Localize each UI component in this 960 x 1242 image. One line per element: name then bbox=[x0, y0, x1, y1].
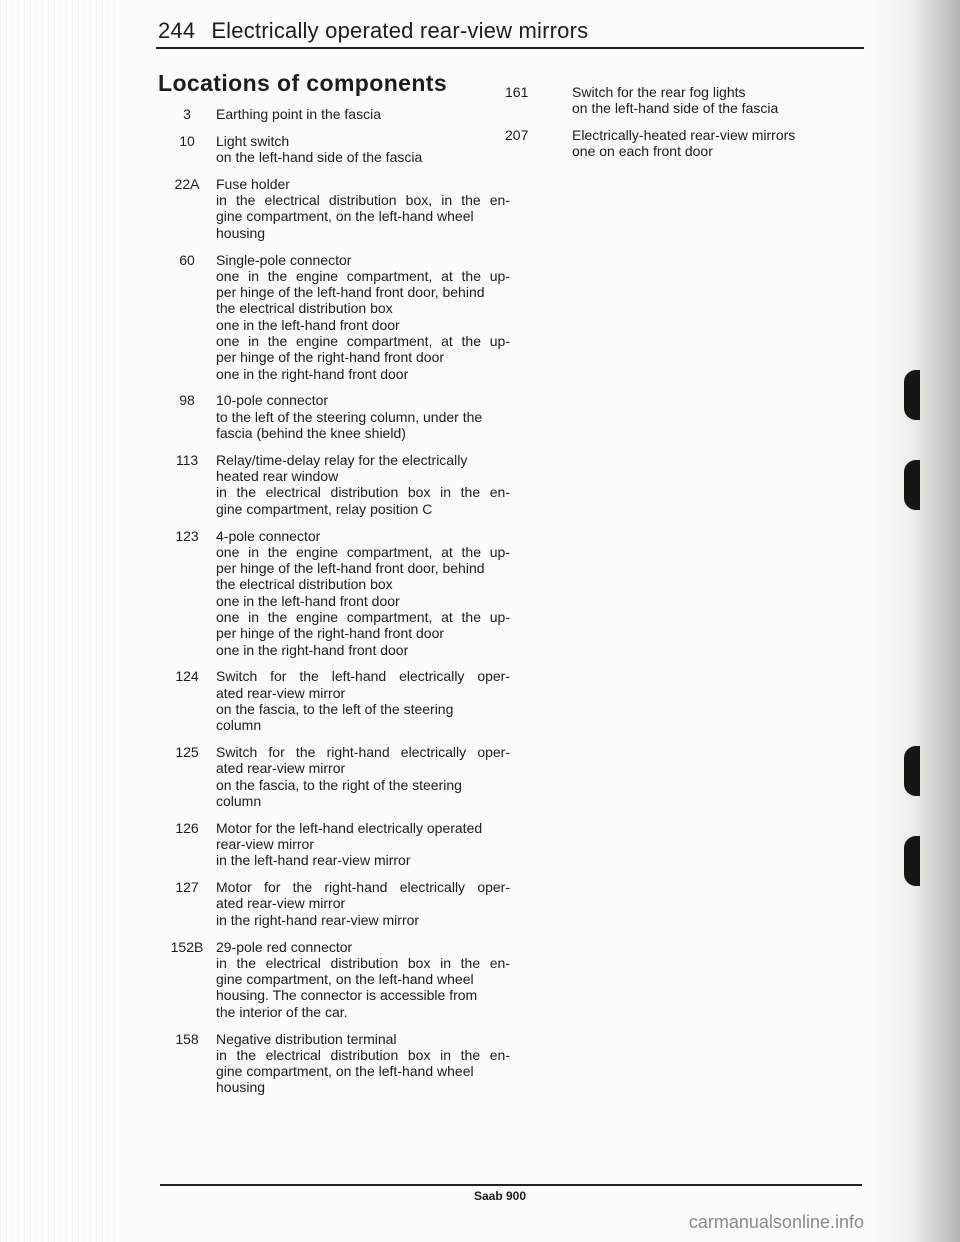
component-item bbox=[158, 879, 510, 928]
component-number: 22A bbox=[174, 175, 200, 192]
description-line: ated rear-view mirror bbox=[216, 760, 346, 777]
description-line: in the electrical distribution box in the en- bbox=[216, 484, 510, 501]
description-line: housing bbox=[216, 1079, 266, 1096]
description-line: the electrical distribution box bbox=[216, 576, 393, 593]
component-number: 113 bbox=[175, 451, 199, 468]
component-item bbox=[158, 133, 510, 166]
description-line: one in the engine compartment, at the up- bbox=[216, 543, 510, 560]
description-line: on the left-hand side of the fascia bbox=[572, 100, 779, 117]
page-footer: Saab 900 bbox=[473, 1189, 527, 1203]
component-item bbox=[158, 252, 510, 382]
components-list-right bbox=[502, 84, 832, 170]
component-item bbox=[158, 106, 510, 122]
description-line: Switch for the left-hand electrically oper- bbox=[216, 668, 510, 685]
component-number: 161 bbox=[505, 84, 529, 100]
description-line: ated rear-view mirror bbox=[216, 895, 346, 912]
component-number: 127 bbox=[175, 879, 199, 896]
component-description bbox=[216, 668, 510, 733]
description-line: heated rear window bbox=[216, 468, 339, 485]
description-line: one in the engine compartment, at the up- bbox=[216, 333, 510, 350]
description-line: in the right-hand rear-view mirror bbox=[216, 911, 420, 928]
description-line: one on each front door bbox=[572, 143, 713, 160]
component-number: 123 bbox=[175, 527, 199, 544]
scan-edge-left bbox=[0, 0, 120, 1242]
component-number: 152B bbox=[170, 938, 204, 955]
component-description bbox=[216, 528, 510, 658]
component-number: 98 bbox=[179, 392, 195, 409]
description-line: Switch for the rear fog lights bbox=[572, 84, 746, 100]
footer-rule bbox=[160, 1184, 862, 1186]
component-description bbox=[216, 106, 510, 122]
component-description bbox=[216, 1031, 510, 1096]
description-line: Motor for the right-hand electrically oper- bbox=[216, 879, 510, 896]
component-description bbox=[216, 392, 510, 441]
component-number: 124 bbox=[175, 668, 199, 685]
component-item bbox=[158, 820, 510, 869]
component-description bbox=[216, 176, 510, 241]
description-line: column bbox=[216, 792, 262, 809]
description-line: per hinge of the left-hand front door, behind bbox=[216, 560, 485, 577]
thumb-tab-marker bbox=[904, 836, 920, 886]
component-description bbox=[216, 452, 510, 517]
component-item bbox=[502, 127, 832, 160]
description-line: on the fascia, to the right of the steering bbox=[216, 776, 462, 793]
description-line: gine compartment, on the left-hand wheel bbox=[216, 1063, 474, 1080]
description-line: gine compartment, on the left-hand wheel bbox=[216, 971, 474, 988]
description-line: in the electrical distribution box in the en- bbox=[216, 1046, 510, 1063]
component-description bbox=[216, 252, 510, 382]
description-line: the interior of the car. bbox=[216, 1003, 348, 1020]
component-description bbox=[216, 133, 510, 166]
thumb-tab-marker bbox=[904, 746, 920, 796]
description-line: Switch for the right-hand electrically oper- bbox=[216, 744, 510, 761]
description-line: one in the left-hand front door bbox=[216, 592, 400, 609]
description-line: one in the left-hand front door bbox=[216, 316, 400, 333]
component-number: 3 bbox=[183, 106, 191, 122]
component-item bbox=[158, 1031, 510, 1096]
description-line: column bbox=[216, 717, 262, 734]
component-item bbox=[502, 84, 832, 117]
component-number: 207 bbox=[505, 127, 529, 144]
component-item bbox=[158, 452, 510, 517]
description-line: housing. The connector is accessible from bbox=[216, 987, 478, 1004]
thumb-tab-marker bbox=[904, 460, 920, 510]
component-item bbox=[158, 744, 510, 809]
description-line: to the left of the steering column, under the bbox=[216, 408, 483, 425]
description-line: one in the right-hand front door bbox=[216, 365, 409, 382]
description-line: Single-pole connector bbox=[216, 251, 352, 268]
components-list-left bbox=[158, 106, 510, 1106]
component-description bbox=[572, 127, 832, 160]
header-rule bbox=[156, 47, 864, 49]
component-item bbox=[158, 176, 510, 241]
description-line: per hinge of the right-hand front door bbox=[216, 625, 445, 642]
description-line: 10-pole connector bbox=[216, 392, 329, 409]
description-line: on the fascia, to the left of the steering bbox=[216, 701, 454, 717]
thumb-tab-marker bbox=[904, 370, 920, 420]
description-line: in the electrical distribution box, in the en- bbox=[216, 192, 510, 209]
description-line: the electrical distribution box bbox=[216, 300, 393, 317]
description-line: Motor for the left-hand electrically operated bbox=[216, 819, 483, 836]
section-title: Locations of components bbox=[158, 70, 448, 96]
page-number: 244 bbox=[158, 18, 196, 43]
component-description bbox=[216, 820, 510, 869]
description-line: Light switch bbox=[216, 132, 290, 149]
description-line: gine compartment, on the left-hand wheel bbox=[216, 208, 474, 225]
description-line: 29-pole red connector bbox=[216, 938, 353, 955]
description-line: ated rear-view mirror bbox=[216, 684, 346, 701]
component-item bbox=[158, 528, 510, 658]
component-description bbox=[572, 84, 832, 117]
page-header bbox=[158, 18, 868, 44]
component-description bbox=[216, 879, 510, 928]
description-line: Fuse holder bbox=[216, 175, 290, 192]
description-line: one in the right-hand front door bbox=[216, 641, 409, 658]
description-line: on the left-hand side of the fascia bbox=[216, 149, 423, 166]
description-line: Negative distribution terminal bbox=[216, 1030, 397, 1047]
description-line: rear-view mirror bbox=[216, 836, 314, 853]
scan-edge-right bbox=[870, 0, 960, 1242]
component-description bbox=[216, 744, 510, 809]
component-item bbox=[158, 939, 510, 1020]
component-number: 60 bbox=[179, 251, 195, 268]
description-line: in the electrical distribution box in the en- bbox=[216, 954, 510, 971]
description-line: per hinge of the right-hand front door bbox=[216, 349, 445, 366]
description-line: Relay/time-delay relay for the electrically bbox=[216, 451, 468, 468]
component-item bbox=[158, 668, 510, 733]
component-description bbox=[216, 939, 510, 1020]
component-number: 125 bbox=[175, 744, 199, 761]
description-line: in the left-hand rear-view mirror bbox=[216, 852, 411, 869]
watermark: carmanualsonline.info bbox=[688, 1212, 864, 1232]
description-line: housing bbox=[216, 224, 266, 241]
description-line: Electrically-heated rear-view mirrors bbox=[572, 127, 796, 144]
component-item bbox=[158, 392, 510, 441]
description-line: fascia (behind the knee shield) bbox=[216, 425, 406, 442]
description-line: gine compartment, relay position C bbox=[216, 500, 433, 517]
description-line: Earthing point in the fascia bbox=[216, 106, 381, 122]
description-line: one in the engine compartment, at the up- bbox=[216, 609, 510, 626]
component-number: 158 bbox=[175, 1030, 199, 1047]
component-number: 10 bbox=[179, 132, 195, 149]
description-line: 4-pole connector bbox=[216, 527, 321, 544]
description-line: per hinge of the left-hand front door, behind bbox=[216, 284, 485, 301]
page-header-title: Electrically operated rear-view mirrors bbox=[211, 18, 589, 43]
component-number: 126 bbox=[175, 819, 199, 836]
description-line: one in the engine compartment, at the up- bbox=[216, 267, 510, 284]
